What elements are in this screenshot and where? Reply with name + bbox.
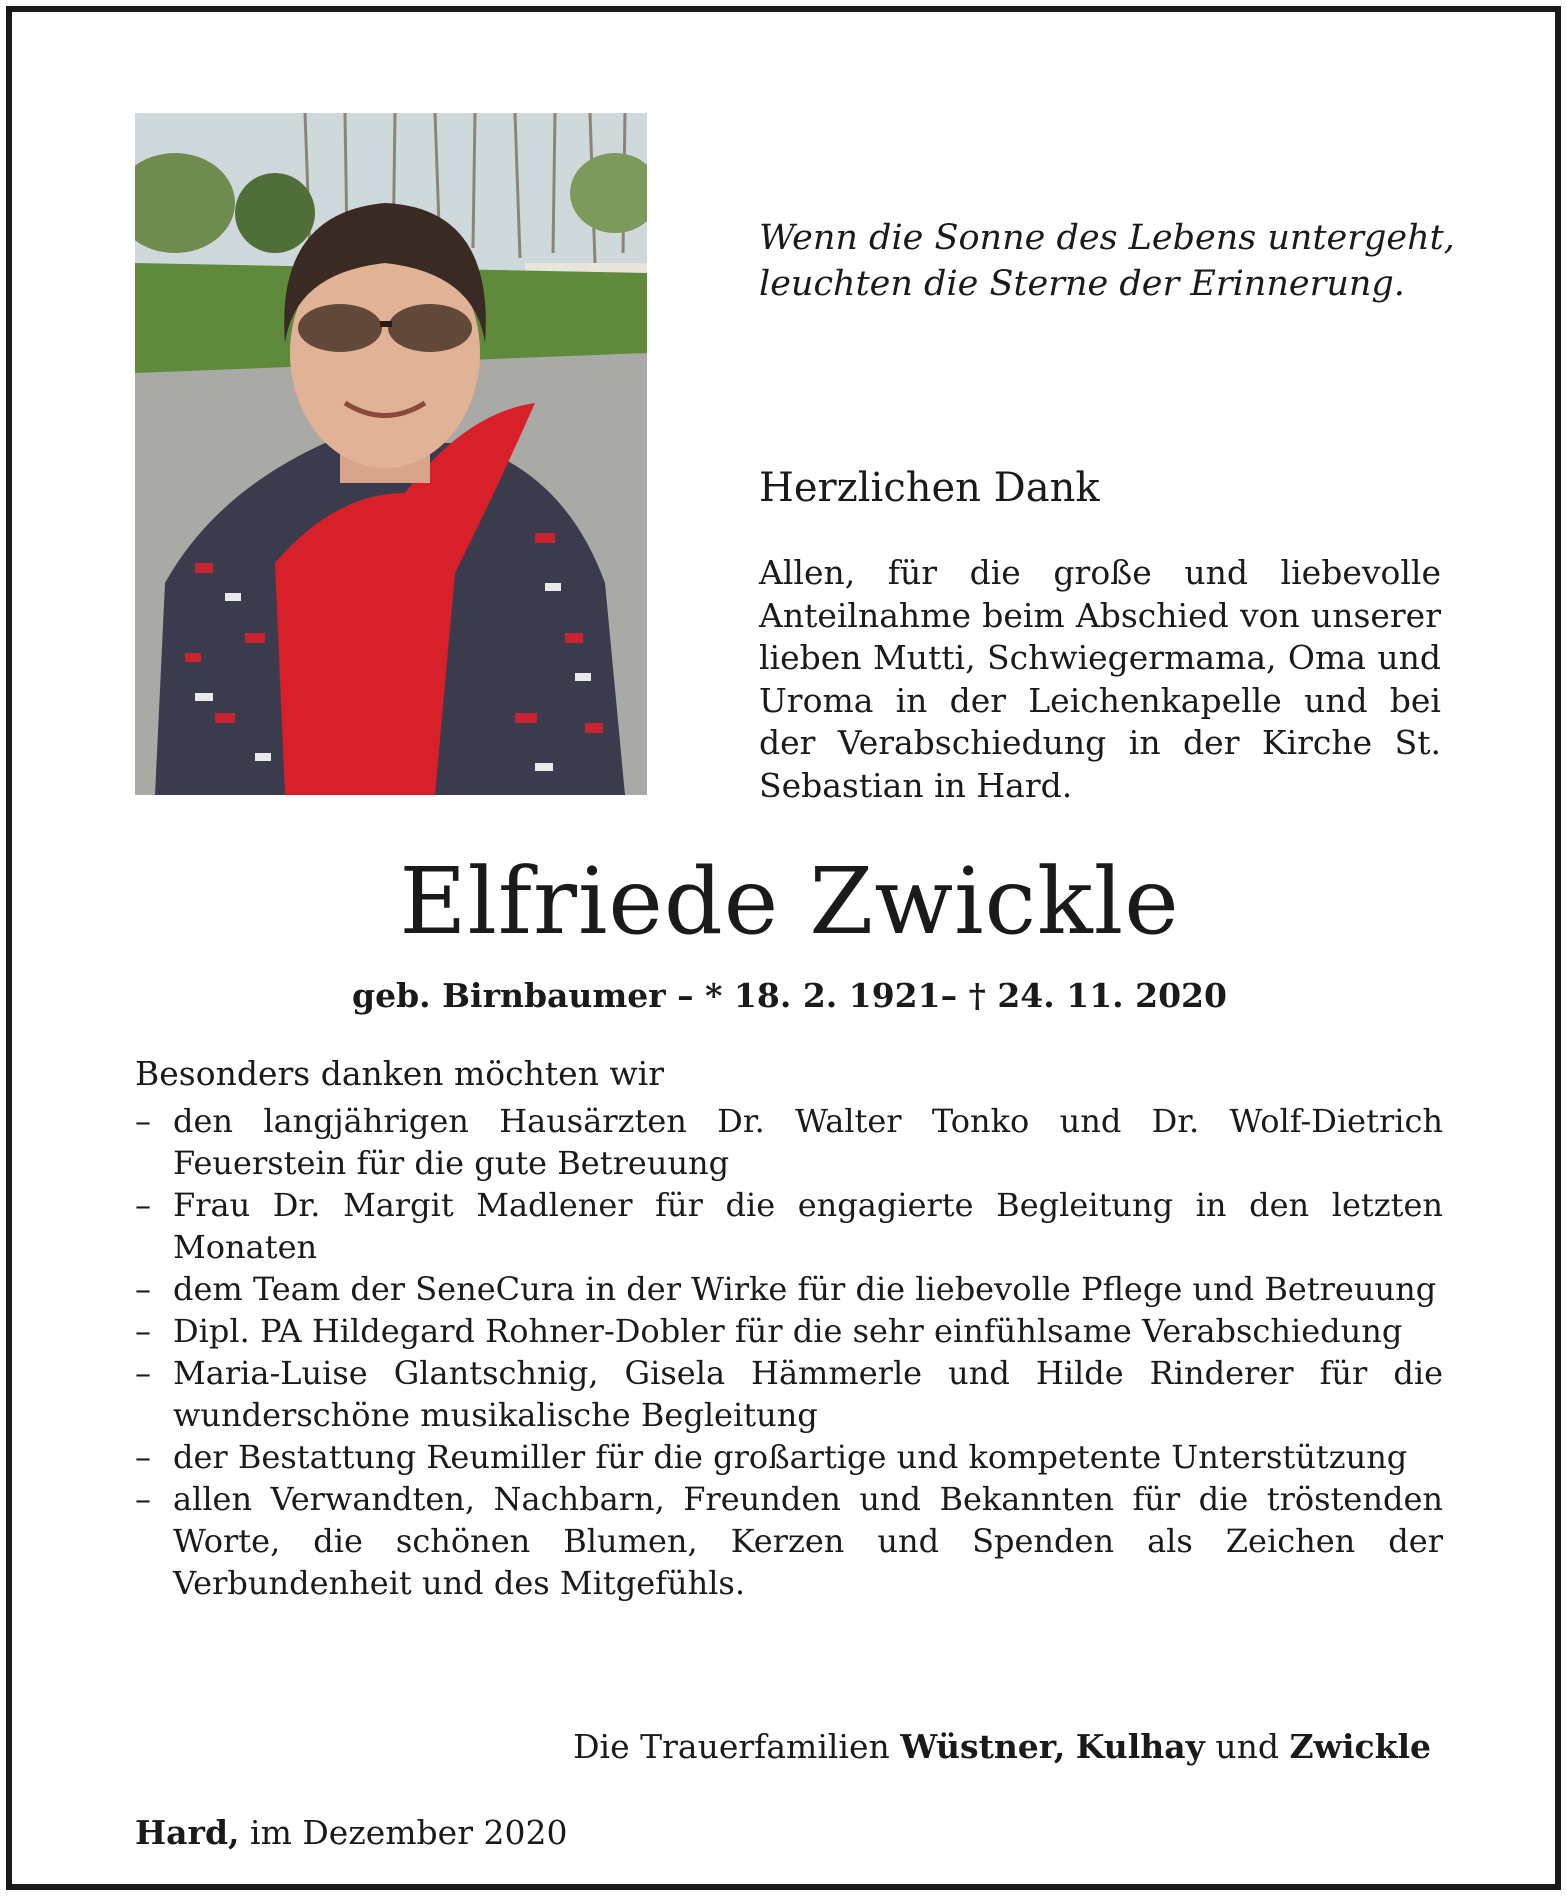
- signature-prefix: Die Trauerfamilien: [573, 1727, 890, 1766]
- list-item: [135, 1184, 1443, 1268]
- list-item-text: Dipl. PA Hildegard Rohner-Dobler für die sehr einfühlsame Verabschiedung: [173, 1312, 1403, 1350]
- list-item: [135, 1478, 1443, 1604]
- list-item-text: der Bestattung Reumiller für die großartige und kompetente Unterstützung: [173, 1438, 1408, 1476]
- dash-bullet: –: [135, 1312, 151, 1350]
- portrait-photo: [135, 113, 647, 795]
- dash-bullet: –: [135, 1270, 151, 1308]
- acknowledgement-list: [135, 1100, 1443, 1604]
- list-item-text: dem Team der SeneCura in der Wirke für die liebevolle Pflege und Betreuung: [173, 1270, 1437, 1308]
- list-item: [135, 1268, 1443, 1310]
- birth-death-dates: geb. Birnbaumer – * 18. 2. 1921– † 24. 11. 2020: [352, 976, 1227, 1015]
- place-and-date: [135, 1811, 567, 1855]
- list-item-text: Maria-Luise Glantschnig, Gisela Hämmerle und Hilde Rinderer für die wunderschöne musikalische Begleitung: [173, 1354, 1443, 1434]
- list-item-text: den langjährigen Hausärzten Dr. Walter Tonko und Dr. Wolf-Dietrich Feuerstein für die gute Betreuung: [173, 1102, 1443, 1182]
- thanks-heading: Herzlichen Dank: [759, 465, 1100, 511]
- acknowledgement-intro: Besonders danken möchten wir: [135, 1054, 665, 1093]
- family-name-1: Wüstner,: [900, 1727, 1066, 1766]
- list-item-text: allen Verwandten, Nachbarn, Freunden und Bekannten für die tröstenden Worte, die schönen Blumen, Kerzen und Spenden als Zeichen der Verbundenheit und des Mitgefühls.: [173, 1480, 1443, 1602]
- memorial-quote: [759, 215, 1479, 307]
- list-item: [135, 1436, 1443, 1478]
- family-name-3: Zwickle: [1289, 1727, 1431, 1766]
- dash-bullet: –: [135, 1186, 151, 1224]
- list-item: [135, 1100, 1443, 1184]
- thanks-body: Allen, für die große und liebevolle Anteilnahme beim Abschied von unserer lieben Mutti, Schwiegermama, Oma und Uroma in der Leichenkapelle und bei der Verabschiedung in der Kirche St. Sebastian in Hard.: [759, 553, 1441, 805]
- family-signature: [573, 1725, 1431, 1769]
- place-date: im Dezember 2020: [250, 1813, 568, 1852]
- family-name-2: Kulhay: [1075, 1727, 1205, 1766]
- dash-bullet: –: [135, 1102, 151, 1140]
- dash-bullet: –: [135, 1438, 151, 1476]
- notice-frame: [6, 6, 1561, 1890]
- place-city: Hard,: [135, 1813, 240, 1852]
- portrait-image: [135, 113, 647, 795]
- signature-connector: und: [1215, 1727, 1279, 1766]
- list-item-text: Frau Dr. Margit Madlener für die engagierte Begleitung in den letzten Monaten: [173, 1186, 1443, 1266]
- list-item: [135, 1352, 1443, 1436]
- quote-line-1: Wenn die Sonne des Lebens untergeht,: [759, 218, 1455, 258]
- deceased-name: Elfriede Zwickle: [399, 848, 1180, 955]
- quote-line-2: leuchten die Sterne der Erinnerung.: [759, 264, 1405, 304]
- dash-bullet: –: [135, 1354, 151, 1392]
- list-item: [135, 1310, 1443, 1352]
- dash-bullet: –: [135, 1480, 151, 1518]
